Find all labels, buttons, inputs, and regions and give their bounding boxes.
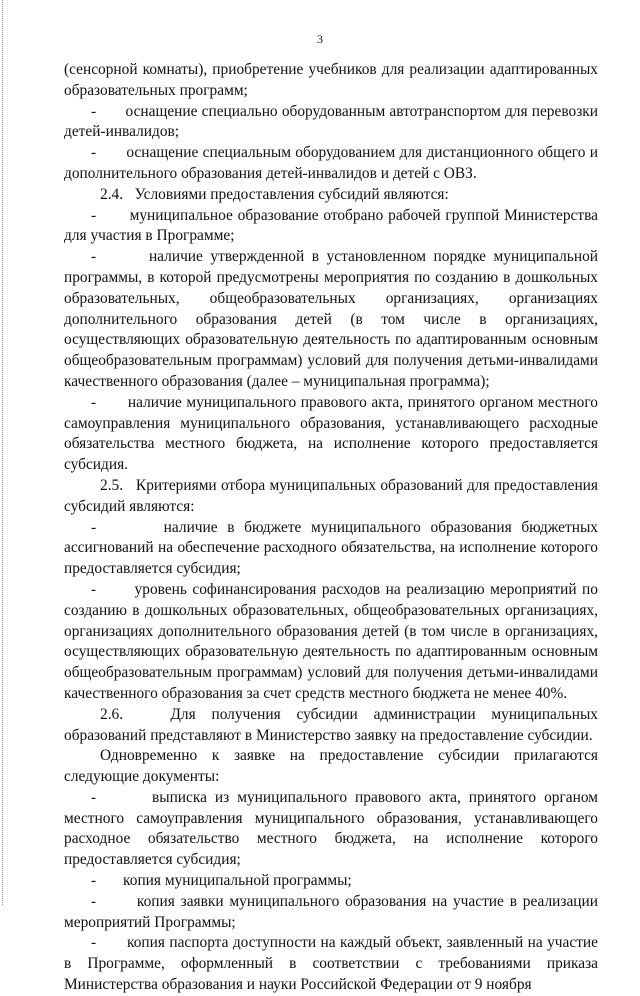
list-item: - копия заявки муниципального образования на участие в реализации мероприятий Программы; [64,892,598,931]
list-item: - оснащение специально оборудованным автотранспортом для перевозки детей-инвалидов; [64,102,598,141]
page-number: 3 [317,32,323,46]
list-item: - копия паспорта доступности на каждый объект, заявленный на участие в Программе, оформленный в соответствии с требованиями приказа Министерства образования и науки Российской Федерации от 9 ноября [64,934,598,994]
list-item: - уровень софинансирования расходов на реализацию мероприятий по созданию в дошкольных образовательных, общеобразовательных организациях, организациях дополнительного образования детей (в том числе в организациях, осуществляющих образовательную деятельность по адаптированным основным общеобразовательным программам) условий для получения детьми-инвалидами качественного образования за счет средств местного бюджета не менее 40%. [64,580,598,702]
list-item: - наличие муниципального правового акта, принятого органом местного самоуправления муниципального образования, устанавливающего расходные обязательства местного бюджета, на исполнение которого предоставляется субсидия. [64,393,598,474]
paragraph: 2.5. Критериями отбора муниципальных образований для предоставления субсидий являются: [64,476,598,515]
scan-edge [2,0,4,905]
list-item: - наличие в бюджете муниципального образования бюджетных ассигнований на обеспечение расходного обязательства, на исполнение которого предоставляется субсидия; [64,518,598,578]
document-body [64,60,598,996]
list-item: - копия муниципальной программы; [91,872,352,890]
list-item: - муниципальное образование отобрано рабочей группой Министерства для участия в Программе; [64,206,598,245]
paragraph: 2.6. Для получения субсидии администрации муниципальных образований представляют в Министерство заявку на предоставление субсидии. [64,705,598,744]
list-item: - наличие утвержденной в установленном порядке муниципальной программы, в которой предусмотрены мероприятия по созданию в дошкольных образовательных, общеобразовательных организациях, организациях дополнительного образования детей (в том числе в организациях, осуществляющих образовательную деятельность по адаптированным основным общеобразовательным программам) условий для получения детьми-инвалидами качественного образования (далее – муниципальная программа); [64,248,598,390]
paragraph: Одновременно к заявке на предоставление субсидии прилагаются следующие документы: [64,747,598,786]
list-item: - выписка из муниципального правового акта, принятого органом местного самоуправления муниципального образования, устанавливающего расходное обязательство местного бюджета, на исполнение которого предоставляется субсидия; [64,788,598,869]
paragraph: 2.4. Условиями предоставления субсидий являются: [100,185,449,203]
paragraph: (сенсорной комнаты), приобретение учебников для реализации адаптированных образовательных программ; [64,61,598,99]
list-item: - оснащение специальным оборудованием для дистанционного общего и дополнительного образования детей-инвалидов и детей с ОВЗ. [64,144,598,182]
